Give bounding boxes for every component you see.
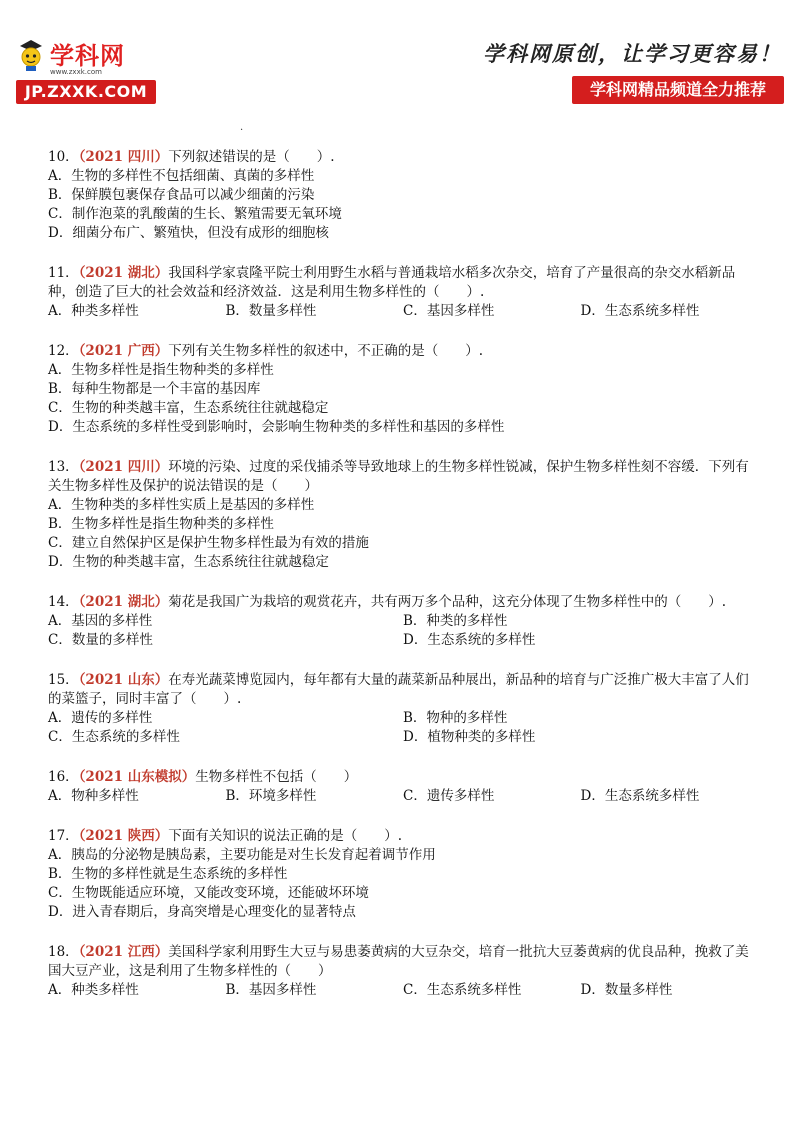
question-13	[48, 458, 758, 572]
question-text: 下列有关生物多样性的叙述中，不正确的是（ ）.	[168, 343, 484, 359]
question-source: （2021 山东模拟）	[78, 769, 196, 785]
option-b: B．基因多样性	[225, 982, 317, 998]
question-source: （2021 湖北）	[78, 265, 169, 281]
option-b: B．数量多样性	[225, 303, 317, 319]
page-header	[0, 0, 800, 120]
logo-badge: JP.ZXXK.COM	[16, 80, 156, 104]
option-d: D．细菌分布广、繁殖快，但没有成形的细胞核	[48, 225, 329, 241]
option-a: A．胰岛的分泌物是胰岛素，主要功能是对生长发育起着调节作用	[48, 847, 436, 863]
option-d: D．生态系统的多样性受到影响时，会影响生物种类的多样性和基因的多样性	[48, 419, 505, 435]
question-17	[48, 827, 758, 922]
option-d: D．进入青春期后，身高突增是心理变化的显著特点	[48, 904, 356, 920]
option-a: A．种类多样性	[48, 982, 139, 998]
question-stem	[48, 671, 758, 709]
option-a: A．物种多样性	[48, 788, 139, 804]
option-b: B．物种的多样性	[403, 710, 508, 726]
question-stem	[48, 458, 758, 496]
option-c: C．数量的多样性	[48, 632, 153, 648]
option-a: A．基因的多样性	[48, 613, 153, 629]
question-number: 14．	[48, 594, 79, 610]
question-list	[48, 148, 758, 1021]
option-c: C．生物既能适应环境，又能改变环境，还能破坏环境	[48, 885, 369, 901]
option-c: C．遗传多样性	[403, 788, 495, 804]
option-a: A．遗传的多样性	[48, 710, 153, 726]
question-source: （2021 四川）	[78, 149, 169, 165]
question-source: （2021 广西）	[78, 343, 169, 359]
question-number: 12．	[48, 343, 79, 359]
option-grid	[48, 709, 758, 747]
option-row	[48, 302, 758, 321]
option-b: B．种类的多样性	[403, 613, 508, 629]
logo-url: www.zxxk.com	[50, 68, 102, 76]
question-stem	[48, 148, 758, 167]
question-source: （2021 湖北）	[78, 594, 169, 610]
option-a: A．种类多样性	[48, 303, 139, 319]
recommend-banner: 学科网精品频道全力推荐	[572, 76, 784, 104]
option-d: D．生态系统的多样性	[403, 632, 536, 648]
question-text: 在寿光蔬菜博览园内，每年都有大量的蔬菜新品种展出，新品种的培育与广泛推广极大丰富了人们的菜篮子，同时丰富了（ ）.	[48, 672, 749, 707]
question-14	[48, 593, 758, 650]
question-text: 菊花是我国广为栽培的观赏花卉，共有两万多个品种，这充分体现了生物多样性中的（ ）.	[168, 594, 727, 610]
option-c: C．制作泡菜的乳酸菌的生长、繁殖需要无氧环境	[48, 206, 342, 222]
question-source: （2021 陕西）	[78, 828, 169, 844]
question-18	[48, 943, 758, 1000]
option-b: B．生物多样性是指生物种类的多样性	[48, 516, 274, 532]
option-row	[48, 787, 758, 806]
option-d: D．生态系统多样性	[580, 303, 700, 319]
question-stem	[48, 768, 758, 787]
option-c: C．建立自然保护区是保护生物多样性最为有效的措施	[48, 535, 369, 551]
question-number: 18．	[48, 944, 79, 960]
question-16	[48, 768, 758, 806]
option-b: B．每种生物都是一个丰富的基因库	[48, 381, 261, 397]
logo-name: 学科网	[50, 42, 125, 70]
stray-dot: .	[240, 122, 244, 133]
option-c: C．基因多样性	[403, 303, 495, 319]
question-number: 13．	[48, 459, 79, 475]
question-number: 11．	[48, 265, 79, 281]
question-number: 17．	[48, 828, 79, 844]
question-text: 下列叙述错误的是（ ）.	[168, 149, 335, 165]
question-15	[48, 671, 758, 747]
option-d: D．生态系统多样性	[580, 788, 700, 804]
question-stem	[48, 342, 758, 361]
question-text: 生物多样性不包括（ ）	[195, 769, 358, 785]
option-c: C．生态系统的多样性	[48, 729, 180, 745]
question-text: 环境的污染、过度的采伐捕杀等导致地球上的生物多样性锐减，保护生物多样性刻不容缓．下列有关生物多样性及保护的说法错误的是（ ）	[48, 459, 749, 494]
question-stem	[48, 943, 758, 981]
option-d: D．生物的种类越丰富，生态系统往往就越稳定	[48, 554, 329, 570]
question-text: 美国科学家利用野生大豆与易患萎黄病的大豆杂交，培育一批抗大豆萎黄病的优良品种，挽救了美国大豆产业，这是利用了生物多样性的（ ）	[48, 944, 749, 979]
option-c: C．生态系统多样性	[403, 982, 522, 998]
option-b: B．环境多样性	[225, 788, 317, 804]
question-stem	[48, 827, 758, 846]
option-a: A．生物种类的多样性实质上是基因的多样性	[48, 497, 315, 513]
option-b: B．生物的多样性就是生态系统的多样性	[48, 866, 288, 882]
option-a: A．生物的多样性不包括细菌、真菌的多样性	[48, 168, 315, 184]
option-grid	[48, 612, 758, 650]
mascot-icon	[16, 38, 46, 72]
site-logo[interactable]	[12, 30, 162, 110]
option-a: A．生物多样性是指生物种类的多样性	[48, 362, 274, 378]
question-source: （2021 江西）	[78, 944, 169, 960]
question-text: 我国科学家袁隆平院士利用野生水稻与普通栽培水稻多次杂交，培育了产量很高的杂交水稻新品种，创造了巨大的社会效益和经济效益．这是利用生物多样性的（ ）.	[48, 265, 736, 300]
question-source: （2021 山东）	[78, 672, 169, 688]
slogan: 学科网原创，让学习更容易！	[483, 41, 782, 66]
option-row	[48, 981, 758, 1000]
option-c: C．生物的种类越丰富，生态系统往往就越稳定	[48, 400, 329, 416]
option-d: D．数量多样性	[580, 982, 673, 998]
question-text: 下面有关知识的说法正确的是（ ）.	[168, 828, 403, 844]
option-b: B．保鲜膜包裹保存食品可以减少细菌的污染	[48, 187, 315, 203]
question-number: 16．	[48, 769, 79, 785]
question-stem	[48, 593, 758, 612]
question-stem	[48, 264, 758, 302]
question-12	[48, 342, 758, 437]
question-11	[48, 264, 758, 321]
question-10	[48, 148, 758, 243]
option-d: D．植物种类的多样性	[403, 729, 536, 745]
question-number: 10．	[48, 149, 79, 165]
question-number: 15．	[48, 672, 79, 688]
question-source: （2021 四川）	[78, 459, 169, 475]
